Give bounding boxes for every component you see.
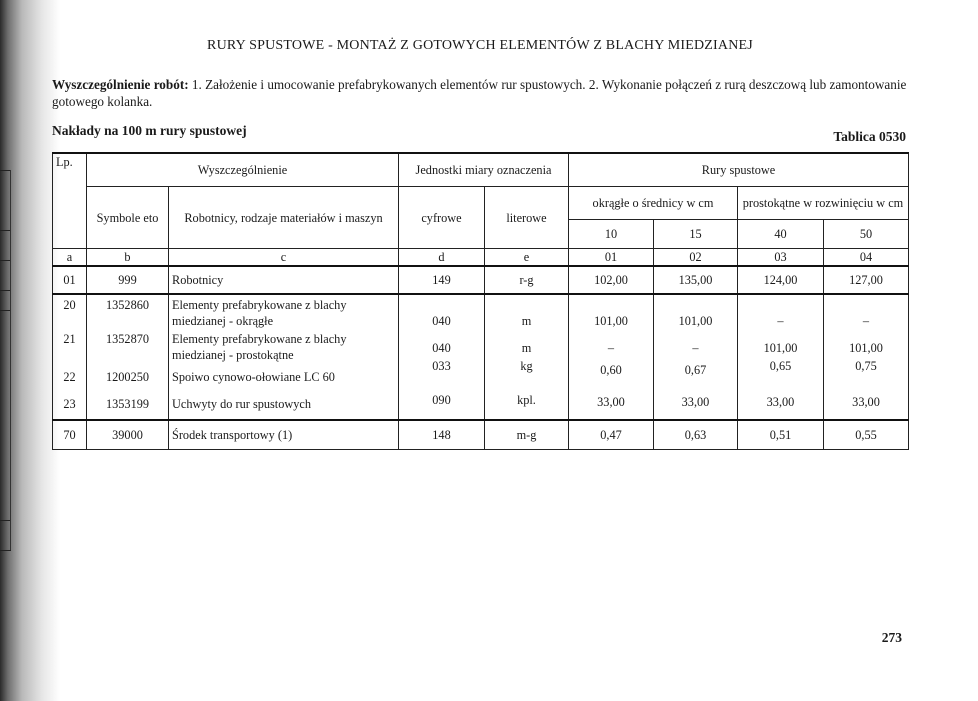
table-row [53, 420, 909, 450]
row-value: 0,51 [738, 420, 824, 450]
row-description: Spoiwo cynowo-ołowiane LC 60 [172, 370, 335, 384]
row-lp: 22 [63, 370, 76, 384]
row-value: – [777, 314, 784, 328]
letter-cell: 03 [738, 249, 824, 267]
header-lp: Lp. [53, 153, 87, 249]
sidebar-tab-marks [0, 160, 12, 560]
row-value: 124,00 [738, 266, 824, 294]
row-unit: r-g [485, 266, 569, 294]
row-symbol: 39000 [87, 420, 169, 450]
header-robotnicy: Robotnicy, rodzaje materiałów i maszyn [169, 187, 399, 249]
row-value: 0,63 [654, 420, 738, 450]
naklady-heading: Nakłady na 100 m rury spustowej [52, 123, 247, 138]
header-symbole: Symbole eto [87, 187, 169, 249]
row-unit-code: 149 [399, 266, 485, 294]
header-prostokatne: prostokątne w rozwinięciu w cm [738, 187, 909, 220]
row-symbol: 1200250 [105, 370, 150, 384]
header-literowe: literowe [485, 187, 569, 249]
row-value: 0,60 [600, 363, 622, 377]
row-description: Uchwyty do rur spustowych [172, 397, 312, 411]
row-unit: kpl. [517, 393, 536, 407]
row-unit: kg [520, 359, 533, 373]
row-value: 0,75 [855, 359, 877, 373]
letter-cell: 04 [824, 249, 909, 267]
row-value: 101,00 [594, 314, 628, 328]
row-value: 0,65 [769, 359, 792, 373]
row-unit: m [521, 314, 532, 328]
letter-cell: 02 [654, 249, 738, 267]
row-description: Środek transportowy (1) [169, 420, 399, 450]
header-okragle: okrągłe o średnicy w cm [569, 187, 738, 220]
table-number: Tablica 0530 [833, 129, 906, 144]
row-value: 33,00 [852, 395, 880, 409]
page-number: 273 [881, 630, 902, 645]
header-jednostki: Jednostki miary oznaczenia [399, 153, 569, 187]
letter-cell: a [53, 249, 87, 267]
row-value: 135,00 [654, 266, 738, 294]
size-cell: 40 [738, 220, 824, 249]
row-value: 33,00 [597, 395, 625, 409]
norms-table [52, 152, 909, 450]
header-row-1 [53, 153, 909, 187]
row-lp: 23 [63, 397, 76, 411]
row-value: 33,00 [766, 395, 795, 409]
row-lp: 20 [63, 298, 76, 312]
row-unit: m-g [485, 420, 569, 450]
row-value: – [607, 341, 615, 355]
header-cyfrowe: cyfrowe [399, 187, 485, 249]
row-value: 33,00 [681, 395, 710, 409]
row-symbol: 1352860 [105, 298, 150, 312]
header-rury: Rury spustowe [569, 153, 909, 187]
size-cell: 10 [569, 220, 654, 249]
row-lp: 21 [63, 332, 76, 346]
row-symbol: 1353199 [105, 397, 150, 411]
row-lp: 01 [53, 266, 87, 294]
letter-cell: c [169, 249, 399, 267]
row-value: 101,00 [849, 341, 883, 355]
size-cell: 50 [824, 220, 909, 249]
row-symbol: 999 [87, 266, 169, 294]
letter-cell: 01 [569, 249, 654, 267]
letter-cell: d [399, 249, 485, 267]
letter-cell: b [87, 249, 169, 267]
row-description: Elementy prefabrykowane z blachy [172, 298, 347, 312]
row-unit: m [521, 341, 532, 355]
header-wyszczegolnienie: Wyszczególnienie [87, 153, 399, 187]
table-row [53, 266, 909, 294]
row-unit-code: 148 [399, 420, 485, 450]
row-symbol: 1352870 [105, 332, 150, 346]
header-row-letters [53, 249, 909, 267]
row-value: – [862, 314, 870, 328]
row-lp: 70 [53, 420, 87, 450]
row-description: Elementy prefabrykowane z blachy [172, 332, 347, 346]
row-unit-code: 033 [432, 359, 451, 373]
page-title: RURY SPUSTOWE - MONTAŻ Z GOTOWYCH ELEMENTÓW Z BLACHY MIEDZIANEJ [207, 38, 753, 53]
row-value: 0,55 [824, 420, 909, 450]
row-value: 127,00 [824, 266, 909, 294]
header-row-2 [53, 187, 909, 220]
row-value: – [692, 341, 699, 355]
work-description-text: 1. Założenie i umocowanie prefabrykowanych elementów rur spustowych. 2. Wykonanie połączeń z rurą deszczową lub zamontowanie gotowego kolanka. [52, 77, 907, 109]
work-description [52, 76, 912, 110]
row-description: miedzianej - okrągłe [172, 314, 274, 328]
row-value: 101,00 [678, 314, 713, 328]
row-description: miedzianej - prostokątne [172, 348, 294, 362]
row-value: 101,00 [763, 341, 798, 355]
row-unit-code: 090 [432, 393, 451, 407]
row-description: Robotnicy [169, 266, 399, 294]
letter-cell: e [485, 249, 569, 267]
row-value: 102,00 [569, 266, 654, 294]
row-value: 0,67 [684, 363, 707, 377]
size-cell: 15 [654, 220, 738, 249]
row-value: 0,47 [569, 420, 654, 450]
row-unit-code: 040 [432, 341, 451, 355]
table-row-group [53, 294, 909, 420]
work-description-label: Wyszczególnienie robót: [52, 77, 189, 92]
row-unit-code: 040 [432, 314, 451, 328]
